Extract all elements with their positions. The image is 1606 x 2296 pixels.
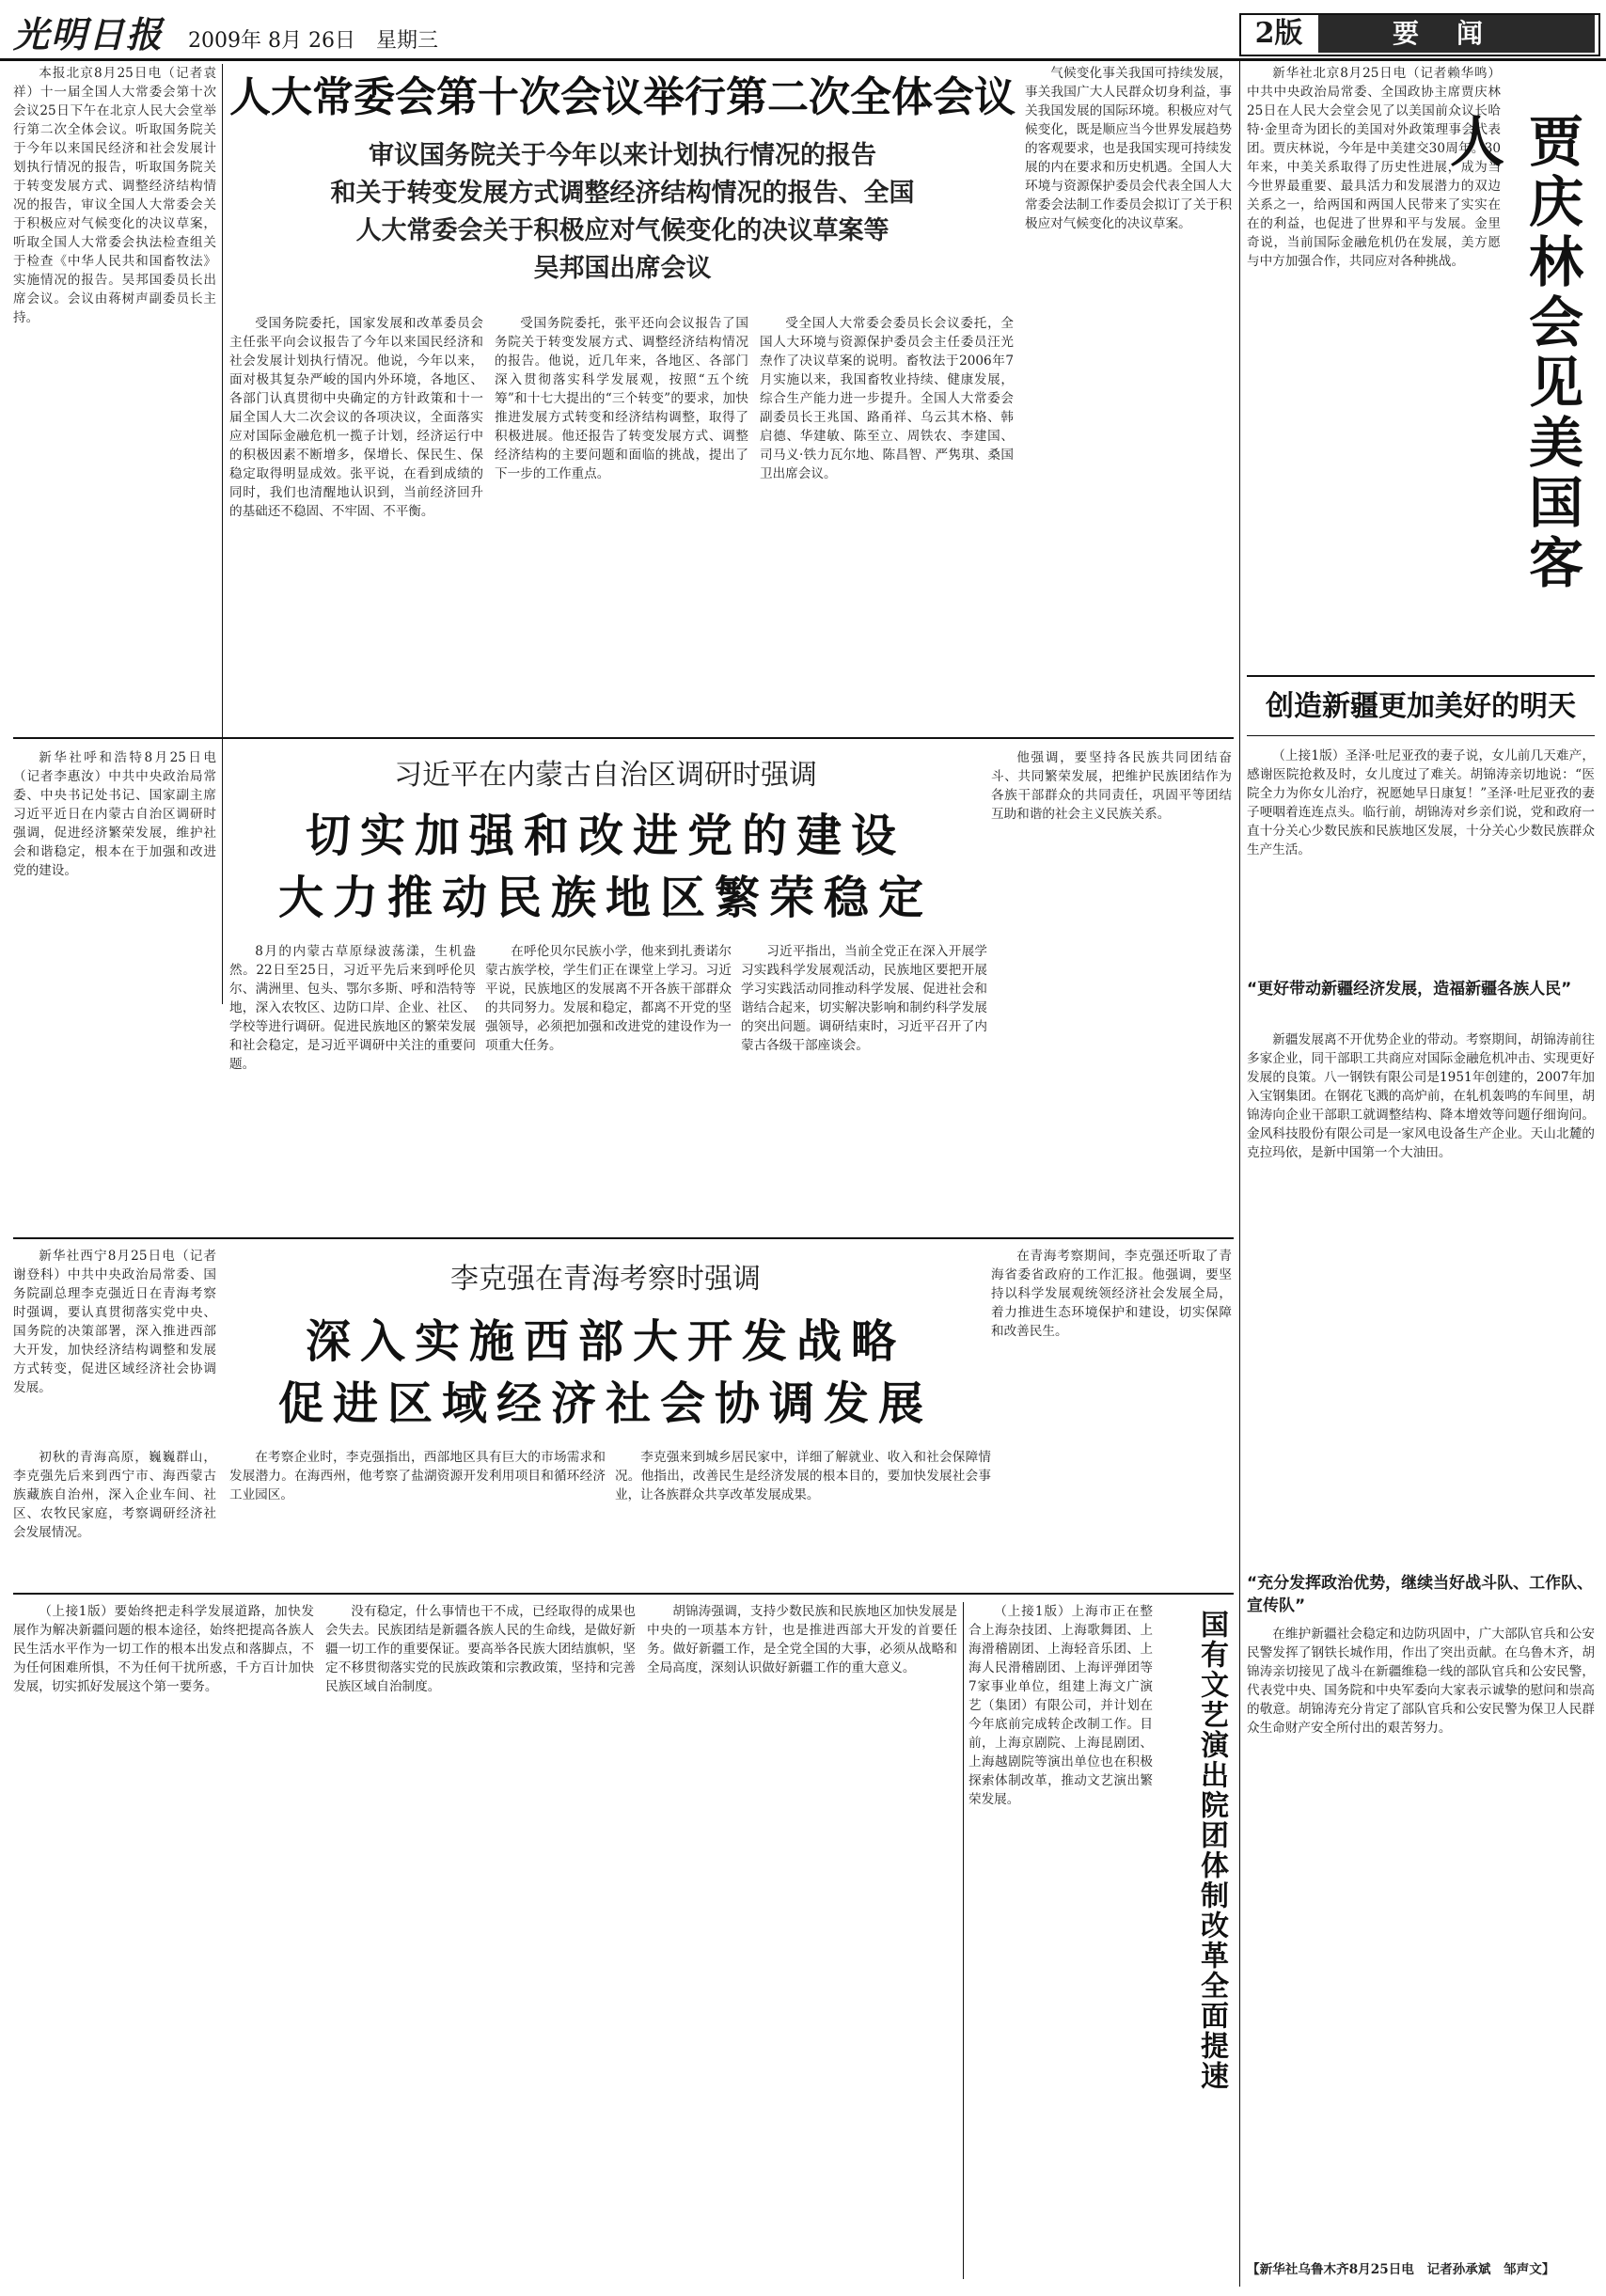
story1-col3: 受全国人大常委会委员长会议委托，全国人大环境与资源保护委员会主任委员汪光焘作了决议草案的说明。畜牧法于2006年7月实施以来，我国畜牧业持续、健康发展，综合生产能力进一步提升。全国人大常委会副委员长王兆国、路甬祥、乌云其木格、韩启德、华建敏、陈至立、周铁农、李建国、司马义·铁力瓦尔地、陈昌智、严隽琪、桑国卫出席会议。 xyxy=(760,316,1014,481)
story3-title: 创造新疆更加美好的明天 xyxy=(1266,690,1576,723)
column-divider xyxy=(963,1602,964,2279)
right-column-divider xyxy=(1239,58,1240,2287)
story4-col4: 他强调，要坚持各民族共同团结奋斗、共同繁荣发展，把维护民族团结作为各族干部群众的共同责任，巩固平等团结互助和谐的社会主义民族关系。 xyxy=(991,750,1232,822)
story6-col2: 没有稳定，什么事情也干不成，已经取得的成果也会失去。民族团结是新疆各族人民的生命线，是做好新疆一切工作的重要保证。要高举各民族大团结旗帜，坚定不移贯彻落实党的民族政策和宗教政策，坚持和完善民族区域自治制度。 xyxy=(325,1604,636,1694)
story1-subtitle-line: 审议国务院关于今年以来计划执行情况的报告 xyxy=(369,141,876,170)
story5-col2: 在考察企业时，李克强指出，西部地区具有巨大的市场需求和发展潜力。在海西州，他考察了盐湖资源开发利用项目和循环经济工业园区。 xyxy=(229,1450,606,1502)
story5-lead: 新华社西宁8月25日电（记者谢登科）中共中央政治局常委、国务院副总理李克强近日在青海考察时强调，要认真贯彻落实党中央、国务院的决策部署，深入推进西部大开发，加快经济结构调整和发展方式转变，促进区域经济社会协调发展。 xyxy=(13,1249,216,1395)
story5-col3: 李克强来到城乡居民家中，详细了解就业、收入和社会保障情况。他指出，改善民生是经济发展的根本目的，要加快发展社会事业，让各族群众共享改革发展成果。 xyxy=(615,1450,991,1502)
story1-col4-cont xyxy=(1025,355,1232,728)
story1-col2: 受国务院委托，张平还向会议报告了国务院关于转变发展方式、调整经济结构情况的报告。他说，近几年来，各地区、各部门深入贯彻落实科学发展观，按照“五个统筹”和十七大提出的“三个转变”的要求，加快推进发展方式转变和经济结构调整，取得了积极进展。他还报告了转变发展方式、调整经济结构的主要问题和面临的挑战，提出了下一步的工作重点。 xyxy=(495,316,748,481)
page-number: 2版 xyxy=(1254,17,1303,50)
story7-text: （上接1版）上海市正在整合上海杂技团、上海歌舞团、上海滑稽剧团、上海轻音乐团、上海人民滑稽剧团、上海评弹团等7家事业单位，组建上海文广演艺（集团）有限公司，并计划在今年底前完成转企改制工作。目前，上海京剧院、上海昆剧团、上海越剧院等演出单位也在积极探索体制改革，推动文艺演出繁荣发展。 xyxy=(968,1604,1153,1807)
story-divider xyxy=(13,1237,1234,1239)
story4-col2: 在呼伦贝尔民族小学，他来到扎赉诺尔蒙古族学校，学生们正在课堂上学习。习近平说，民族地区的发展离不开各族干部群众的共同努力。发展和稳定，都离不开党的坚强领导，必须把加强和改进党的建设作为一项重大任务。 xyxy=(485,944,732,1053)
story5-title-line1: 李克强在青海考察时强调 xyxy=(450,1263,761,1296)
story4-title-line3: 大力推动民族地区繁荣稳定 xyxy=(277,872,933,924)
column-divider xyxy=(222,64,223,1004)
story3-subhead-2: “充分发挥政治优势，继续当好战斗队、工作队、宣传队” xyxy=(1247,1574,1594,1615)
story1-subtitle-line: 和关于转变发展方式调整经济结构情况的报告、全国 xyxy=(330,179,915,208)
story4-col3: 习近平指出，当前全党正在深入开展学习实践科学发展观活动，民族地区要把开展学习实践活动同推动科学发展、促进社会和谐结合起来，切实解决影响和制约科学发展的突出问题。调研结束时，习近平召开了内蒙古各级干部座谈会。 xyxy=(741,944,987,1053)
story5-col1: 初秋的青海高原，巍巍群山，李克强先后来到西宁市、海西蒙古族藏族自治州，深入企业车间、社区、农牧民家庭，考察调研经济社会发展情况。 xyxy=(13,1450,216,1540)
story4-title-line2: 切实加强和改进党的建设 xyxy=(305,810,905,862)
story4-col1: 8月的内蒙古草原绿波荡漾，生机盎然。22日至25日，习近平先后来到呼伦贝尔、满洲里、包头、鄂尔多斯、呼和浩特等地，深入农牧区、边防口岸、企业、社区、学校等进行调研。促进民族地区的繁荣发展和社会稳定，是习近平调研中关注的重要问题。 xyxy=(229,944,476,1072)
story1-col1: 受国务院委托，国家发展和改革委员会主任张平向会议报告了今年以来国民经济和社会发展计划执行情况。他说，今年以来，面对极其复杂严峻的国内外环境，各地区、各部门认真贯彻中央确定的方针政策和十一届全国人大二次会议的各项决议，全面落实应对国际金融危机一揽子计划，经济运行中的积极因素不断增多，保增长、保民生、保稳定取得明显成效。张平说，在看到成绩的同时，我们也清醒地认识到，当前经济回升的基础还不稳固、不牢固、不平衡。 xyxy=(229,316,483,519)
story7-title: 国有文艺演出院团体制改革全面提速 xyxy=(1195,1610,1228,2091)
story3-subhead-1: “更好带动新疆经济发展，造福新疆各族人民” xyxy=(1247,980,1572,999)
story4-title-line1: 习近平在内蒙古自治区调研时强调 xyxy=(394,759,817,792)
story2-text: 新华社北京8月25日电（记者赖华鸣）中共中央政治局常委、全国政协主席贾庆林25日在人民大会堂会见了以美国前众议长哈特·金里奇为团长的美国对外政策理事会代表团。贾庆林说，今年是中美建交30周年。30年来，中美关系取得了历史性进展，成为当今世界最重要、最具活力和发展潜力的双边关系之一，给两国和两国人民带来了实实在在的利益，也促进了世界和平与发展。金里奇说，当前国际金融危机仍在发展，美方愿与中方加强合作，共同应对各种挑战。 xyxy=(1247,66,1501,269)
story1-title: 人大常委会第十次会议举行第二次全体会议 xyxy=(229,73,1016,121)
story3-text-3: 在维护新疆社会稳定和边防巩固中，广大部队官兵和公安民警发挥了钢铁长城作用，作出了突出贡献。在乌鲁木齐，胡锦涛亲切接见了战斗在新疆维稳一线的部队官兵和公安民警，代表党中央、国务院和中央军委向大家表示诚挚的慰问和崇高的敬意。胡锦涛充分肯定了部队官兵和公安民警为保卫人民群众生命财产安全所付出的艰苦努力。 xyxy=(1247,1627,1595,1736)
story-divider xyxy=(1247,735,1595,736)
newspaper-logo: 光明日报 xyxy=(13,13,165,55)
story1-subtitle-line: 吴邦国出席会议 xyxy=(533,254,712,283)
story3-text: （上接1版）圣泽·吐尼亚孜的妻子说，女儿前几天难产，感谢医院抢救及时，女儿度过了难关。胡锦涛亲切地说：“医院全力为你女儿治疗，祝愿她早日康复！”圣泽·吐尼亚孜的妻子哽咽着连连点头。临行前，胡锦涛对乡亲们说，党和政府一直十分关心少数民族和民族地区发展，十分关心少数民族群众生产生活。 xyxy=(1247,748,1595,857)
story5-col4: 在青海考察期间，李克强还听取了青海省委省政府的工作汇报。他强调，要坚持以科学发展观统领经济社会发展全局，着力推进生态环境保护和建设，切实保障和改善民生。 xyxy=(991,1249,1232,1339)
story-divider xyxy=(13,1593,1234,1595)
section-label: 要闻 xyxy=(1318,15,1595,53)
issue-date: 2009年 8月 26日 星期三 xyxy=(188,29,438,53)
story6-col3: 胡锦涛强调，支持少数民族和民族地区加快发展是中央的一项基本方针，也是推进西部大开发的首要任务。做好新疆工作，是全党全国的大事，必须从战略和全局高度，深刻认识做好新疆工作的重大意义。 xyxy=(647,1604,957,1675)
story4-lead: 新华社呼和浩特8月25日电（记者李惠汝）中共中央政治局常委、中央书记处书记、国家副主席习近平近日在内蒙古自治区调研时强调，促进经济繁荣发展，维护社会和谐稳定，根本在于加强和改进党的建设。 xyxy=(13,750,216,878)
story4-col4-cont xyxy=(997,942,1232,1224)
story3-dateline: 【新华社乌鲁木齐8月25日电 记者孙承斌 邹声文】 xyxy=(1247,2262,1555,2277)
story1-col4: 气候变化事关我国可持续发展，事关我国广大人民群众切身利益，事关我国发展的国际环境。积极应对气候变化，既是顺应当今世界发展趋势的客观要求，也是我国实现可持续发展的内在要求和历史机遇。全国人大环境与资源保护委员会代表全国人大常委会法制工作委员会拟订了关于积极应对气候变化的决议草案。 xyxy=(1025,66,1232,231)
story6-col1: （上接1版）要始终把走科学发展道路，加快发展作为解决新疆问题的根本途径，始终把提高各族人民生活水平作为一切工作的根本出发点和落脚点，不为任何困难所惧，不为任何干扰所惑，千方百计加快发展，切实抓好发展这个第一要务。 xyxy=(13,1604,314,1694)
story-divider xyxy=(13,737,1234,739)
story-divider xyxy=(1247,675,1595,677)
story1-subtitle xyxy=(229,137,1016,288)
story5-title-line3: 促进区域经济社会协调发展 xyxy=(277,1377,933,1430)
story1-lead: 本报北京8月25日电（记者袁祥）十一届全国人大常委会第十次会议25日下午在北京人民大会堂举行第二次全体会议。听取国务院关于今年以来国民经济和社会发展计划执行情况的报告，听取国务院关于转变发展方式、调整经济结构情况的报告，审议全国人大常委会关于积极应对气候变化的决议草案，听取全国人大常委会执法检查组关于检查《中华人民共和国畜牧法》实施情况的报告。吴邦国委员长出席会议。会议由蒋树声副委员长主持。 xyxy=(13,66,216,325)
story5-title-line2: 深入实施西部大开发战略 xyxy=(305,1315,905,1368)
story1-subtitle-line: 人大常委会关于积极应对气候变化的决议草案等 xyxy=(355,216,890,245)
story2-title: 贾庆林会见美国客人 xyxy=(1441,113,1583,594)
story3-text-2: 新疆发展离不开优势企业的带动。考察期间，胡锦涛前往多家企业，同干部职工共商应对国际金融危机冲击、实现更好发展的良策。八一钢铁有限公司是1951年创建的，2007年加入宝钢集团。在钢花飞溅的高炉前，在轧机轰鸣的车间里，胡锦涛向企业干部职工就调整结构、降本增效等问题仔细询问。金风科技股份有限公司是一家风电设备生产企业。天山北麓的克拉玛依，是新中国第一个大油田。 xyxy=(1247,1032,1595,1160)
